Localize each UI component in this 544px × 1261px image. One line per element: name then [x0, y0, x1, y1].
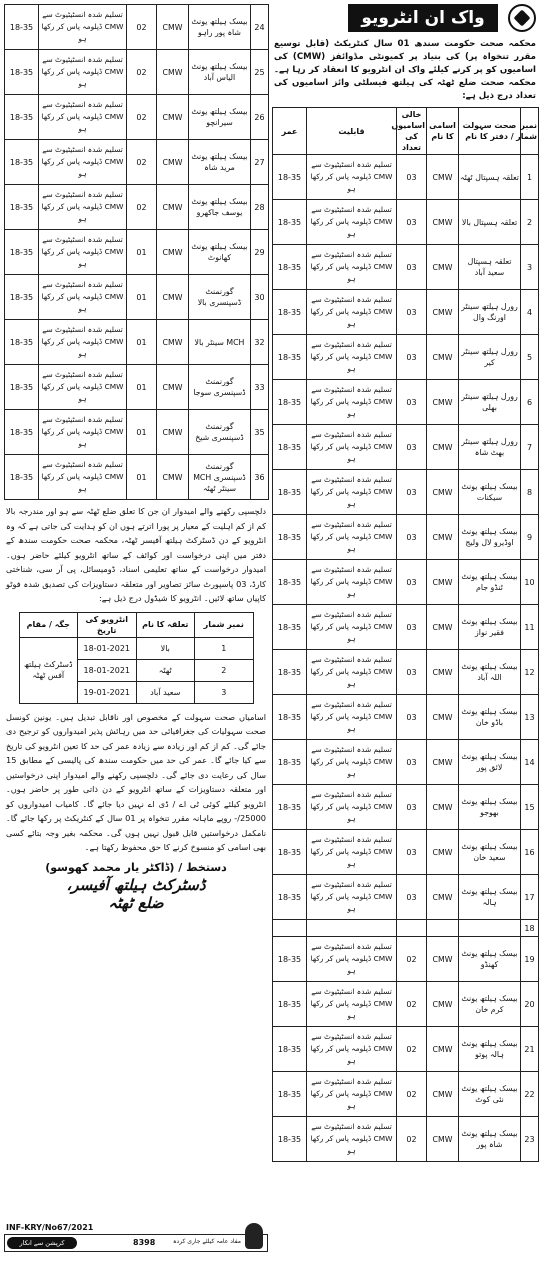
- facility-name: بیسک ہیلتھ یونٹ شاہ پور راہو: [189, 5, 251, 50]
- post-name: CMW: [157, 365, 189, 410]
- row-number: 10: [521, 560, 539, 605]
- post-name: CMW: [427, 1117, 459, 1162]
- row-number: 16: [521, 830, 539, 875]
- row-number: 35: [251, 410, 269, 455]
- age-limit: 18-35: [273, 605, 307, 650]
- age-limit: 18-35: [273, 830, 307, 875]
- vacancy-count: 03: [397, 425, 427, 470]
- post-name: CMW: [427, 515, 459, 560]
- facility-name: تعلقہ ہسپتال بالا: [459, 200, 521, 245]
- age-limit: 18-35: [5, 365, 39, 410]
- vacancy-count: 03: [397, 650, 427, 695]
- qualification: تسلیم شدہ انسٹیٹیوٹ سے CMW ڈپلومہ پاس کر رکھا ہو: [307, 470, 397, 515]
- facility-name: گورنمنٹ ڈسپنسری سوجا: [189, 365, 251, 410]
- age-limit: 18-35: [5, 230, 39, 275]
- qualification: تسلیم شدہ انسٹیٹیوٹ سے CMW ڈپلومہ پاس کر رکھا ہو: [307, 605, 397, 650]
- facility-name: بیسک ہیلتھ یونٹ کرم خان: [459, 982, 521, 1027]
- row-number: 6: [521, 380, 539, 425]
- table-row: [273, 335, 539, 380]
- schedule-taluka: بالا: [136, 637, 195, 659]
- vacancy-count: 02: [397, 937, 427, 982]
- post-name: [427, 920, 459, 937]
- age-limit: 18-35: [273, 875, 307, 920]
- age-limit: 18-35: [273, 937, 307, 982]
- table-row: [5, 365, 269, 410]
- row-number: 25: [251, 50, 269, 95]
- age-limit: 18-35: [5, 185, 39, 230]
- row-number: 3: [521, 245, 539, 290]
- table-row: [273, 560, 539, 605]
- facility-name: رورل ہیلتھ سینٹر بھلی: [459, 380, 521, 425]
- qualification: تسلیم شدہ انسٹیٹیوٹ سے CMW ڈپلومہ پاس کر رکھا ہو: [307, 830, 397, 875]
- vacancy-count: 03: [397, 740, 427, 785]
- age-limit: 18-35: [5, 50, 39, 95]
- post-name: CMW: [427, 425, 459, 470]
- schedule-number: 2: [195, 659, 254, 681]
- qualification: تسلیم شدہ انسٹیٹیوٹ سے CMW ڈپلومہ پاس کر رکھا ہو: [307, 982, 397, 1027]
- vacancy-count: 02: [127, 5, 157, 50]
- age-limit: 18-35: [273, 470, 307, 515]
- post-name: CMW: [157, 95, 189, 140]
- schedule-header: جگہ / مقام: [19, 612, 78, 637]
- signature-block: [4, 861, 268, 912]
- qualification: تسلیم شدہ انسٹیٹیوٹ سے CMW ڈپلومہ پاس کر رکھا ہو: [307, 695, 397, 740]
- age-limit: 18-35: [5, 455, 39, 500]
- schedule-taluka: ٹھٹہ: [136, 659, 195, 681]
- facility-name: بیسک ہیلتھ یونٹ کھنڈو: [459, 937, 521, 982]
- inf-number: INF-KRY/No67/2021: [6, 1223, 94, 1232]
- schedule-date: 18-01-2021: [78, 637, 137, 659]
- post-name: CMW: [427, 605, 459, 650]
- qualification: تسلیم شدہ انسٹیٹیوٹ سے CMW ڈپلومہ پاس کر رکھا ہو: [39, 455, 127, 500]
- row-number: 4: [521, 290, 539, 335]
- facility-name: بیسک ہیلتھ یونٹ بھوجو: [459, 785, 521, 830]
- age-limit: 18-35: [273, 1072, 307, 1117]
- qualification: تسلیم شدہ انسٹیٹیوٹ سے CMW ڈپلومہ پاس کر رکھا ہو: [39, 230, 127, 275]
- age-limit: 18-35: [5, 410, 39, 455]
- facility-name: بیسک ہیلتھ یونٹ لائق پور: [459, 740, 521, 785]
- schedule-taluka: سعید آباد: [136, 681, 195, 703]
- qualification: تسلیم شدہ انسٹیٹیوٹ سے CMW ڈپلومہ پاس کر رکھا ہو: [39, 275, 127, 320]
- table-row: [5, 5, 269, 50]
- qualification: تسلیم شدہ انسٹیٹیوٹ سے CMW ڈپلومہ پاس کر رکھا ہو: [39, 410, 127, 455]
- age-limit: 18-35: [273, 290, 307, 335]
- qualification: تسلیم شدہ انسٹیٹیوٹ سے CMW ڈپلومہ پاس کر رکھا ہو: [307, 740, 397, 785]
- post-name: CMW: [427, 155, 459, 200]
- qualification: تسلیم شدہ انسٹیٹیوٹ سے CMW ڈپلومہ پاس کر رکھا ہو: [307, 1072, 397, 1117]
- age-limit: 18-35: [5, 275, 39, 320]
- table-row: [273, 830, 539, 875]
- vacancy-count: 01: [127, 230, 157, 275]
- table-row: [273, 200, 539, 245]
- column-header: خالی اسامیوں کی تعداد: [397, 108, 427, 155]
- qualification: تسلیم شدہ انسٹیٹیوٹ سے CMW ڈپلومہ پاس کر رکھا ہو: [307, 560, 397, 605]
- qualification: تسلیم شدہ انسٹیٹیوٹ سے CMW ڈپلومہ پاس کر رکھا ہو: [307, 425, 397, 470]
- age-limit: 18-35: [273, 982, 307, 1027]
- table-row: [273, 245, 539, 290]
- post-name: CMW: [157, 320, 189, 365]
- post-name: CMW: [427, 695, 459, 740]
- footer-text: مفاد عامہ کیلئے جاری کردہ: [173, 1238, 241, 1245]
- qualification: تسلیم شدہ انسٹیٹیوٹ سے CMW ڈپلومہ پاس کر رکھا ہو: [39, 320, 127, 365]
- row-number: 11: [521, 605, 539, 650]
- post-name: CMW: [427, 650, 459, 695]
- row-number: 33: [251, 365, 269, 410]
- anti-corruption-badge: کرپشن سے انکار: [7, 1237, 77, 1249]
- signatory-district: ضلع ٹھٹہ: [108, 893, 164, 912]
- facility-name: تعلقہ ہسپتال سعید آباد: [459, 245, 521, 290]
- vacancy-count: 03: [397, 200, 427, 245]
- row-number: 27: [251, 140, 269, 185]
- vacancy-count: 03: [397, 470, 427, 515]
- table-row: [273, 380, 539, 425]
- age-limit: 18-35: [273, 560, 307, 605]
- facility-name: بیسک ہیلتھ یونٹ ہالہ پوتو: [459, 1027, 521, 1072]
- table-row: [273, 155, 539, 200]
- notes-section-2: [6, 710, 266, 855]
- facility-name: بیسک ہیلتھ یونٹ سیکنات: [459, 470, 521, 515]
- column-header: صحت سہولت / دفتر کا نام: [459, 108, 521, 155]
- facility-name: تعلقہ ہسپتال ٹھٹہ: [459, 155, 521, 200]
- intro-text: محکمہ صحت حکومت سندھ 01 سال کنٹریکٹ (قابل توسیع مقرر تنخواہ پر) کی بنیاد پر کمیونٹی مڈوائفز (CMW) کی اسامیوں کو پر کرنے کیلئے واک ان انٹرویو کا انعقاد کر رہا ہے۔ محکمہ صحت ضلع ٹھٹہ کی ہیلتھ فیسلٹی وائز اسامیوں کی تعداد درج ذیل ہے:: [274, 39, 536, 101]
- row-number: 17: [521, 875, 539, 920]
- age-limit: 18-35: [273, 785, 307, 830]
- qualification: تسلیم شدہ انسٹیٹیوٹ سے CMW ڈپلومہ پاس کر رکھا ہو: [39, 140, 127, 185]
- age-limit: 18-35: [273, 515, 307, 560]
- row-number: 14: [521, 740, 539, 785]
- post-name: CMW: [427, 785, 459, 830]
- vacancy-count: 03: [397, 515, 427, 560]
- post-name: CMW: [157, 140, 189, 185]
- post-name: CMW: [157, 275, 189, 320]
- column-header: قابلیت: [307, 108, 397, 155]
- column-header: اسامی کا نام: [427, 108, 459, 155]
- vacancy-count: 01: [127, 275, 157, 320]
- notes-paragraph-1: دلچسپی رکھنے والے امیدوار ان جن کا تعلق ضلع ٹھٹہ سے ہو اور مندرجہ بالا کم از کم اہلیت کے معیار پر پورا اترتے ہوں ان کو ہدایت کی جاتی ہے کہ وہ انٹرویو کے دن ڈسٹرکٹ ہیلتھ آفیسر ٹھٹہ، محکمہ صحت حکومت سندھ کے دفتر میں اپنی درخواست اور کوائف کے ساتھ انٹرویو کیلئے حاضر ہوں۔ امیدوار درخواست کے ساتھ تعلیمی اسناد، ڈومیسائل، پی آر سی، شناختی کارڈ، 03 پاسپورٹ سائز تصاویر اور متعلقہ دستاویزات کی تصدیق شدہ فوٹو کاپیاں ساتھ لائیں۔ انٹرویو کا شیڈول درج ذیل ہے:: [6, 506, 266, 603]
- vacancy-count: 01: [127, 410, 157, 455]
- vacancy-count: 03: [397, 245, 427, 290]
- posts-table-left: [4, 4, 269, 500]
- qualification: تسلیم شدہ انسٹیٹیوٹ سے CMW ڈپلومہ پاس کر رکھا ہو: [307, 1027, 397, 1072]
- facility-name: بیسک ہیلتھ یونٹ باڈو خان: [459, 695, 521, 740]
- column-header: عمر: [273, 108, 307, 155]
- interview-schedule-table: [19, 612, 254, 704]
- age-limit: 18-35: [273, 425, 307, 470]
- table-row: [273, 1117, 539, 1162]
- schedule-number: 3: [195, 681, 254, 703]
- vacancy-count: 01: [127, 320, 157, 365]
- row-number: 7: [521, 425, 539, 470]
- government-seal-icon: [508, 4, 536, 32]
- footer-strip: [4, 1234, 268, 1252]
- table-row: [273, 470, 539, 515]
- facility-name: بیسک ہیلتھ یونٹ ٹنڈو جام: [459, 560, 521, 605]
- table-row: [273, 1027, 539, 1072]
- vacancy-count: 02: [127, 140, 157, 185]
- post-name: CMW: [157, 410, 189, 455]
- table-row: [273, 650, 539, 695]
- table-row: [273, 605, 539, 650]
- row-number: 29: [251, 230, 269, 275]
- age-limit: 18-35: [273, 1027, 307, 1072]
- vacancy-count: 03: [397, 380, 427, 425]
- vacancy-count: 03: [397, 875, 427, 920]
- schedule-number: 1: [195, 637, 254, 659]
- table-row: [273, 1072, 539, 1117]
- facility-name: رورل ہیلتھ سینٹر کیر: [459, 335, 521, 380]
- age-limit: 18-35: [273, 155, 307, 200]
- facility-name: بیسک ہیلتھ یونٹ یوسف جاکھرو: [189, 185, 251, 230]
- post-name: CMW: [427, 830, 459, 875]
- row-number: 30: [251, 275, 269, 320]
- table-row: [5, 140, 269, 185]
- age-limit: 18-35: [273, 200, 307, 245]
- facility-name: بیسک ہیلتھ یونٹ فقیر نواز: [459, 605, 521, 650]
- qualification: تسلیم شدہ انسٹیٹیوٹ سے CMW ڈپلومہ پاس کر رکھا ہو: [307, 290, 397, 335]
- schedule-header: نمبر شمار: [195, 612, 254, 637]
- schedule-date: 18-01-2021: [78, 659, 137, 681]
- post-name: CMW: [427, 200, 459, 245]
- vacancy-count: 02: [127, 95, 157, 140]
- facility-name: بیسک ہیلتھ یونٹ سیرانچو: [189, 95, 251, 140]
- qualification: تسلیم شدہ انسٹیٹیوٹ سے CMW ڈپلومہ پاس کر رکھا ہو: [39, 50, 127, 95]
- vacancy-count: 02: [397, 982, 427, 1027]
- column-header: نمبر شمار: [521, 108, 539, 155]
- vacancy-count: 02: [127, 185, 157, 230]
- table-row: [273, 982, 539, 1027]
- post-name: CMW: [427, 740, 459, 785]
- vacancy-count: 03: [397, 155, 427, 200]
- posts-table-right: [272, 107, 539, 1162]
- row-number: 1: [521, 155, 539, 200]
- row-number: 18: [521, 920, 539, 937]
- helpline-number: 8398: [133, 1238, 156, 1247]
- qualification: تسلیم شدہ انسٹیٹیوٹ سے CMW ڈپلومہ پاس کر رکھا ہو: [307, 515, 397, 560]
- table-row: [273, 290, 539, 335]
- right-column: [272, 4, 538, 1254]
- qualification: تسلیم شدہ انسٹیٹیوٹ سے CMW ڈپلومہ پاس کر رکھا ہو: [307, 875, 397, 920]
- row-number: 2: [521, 200, 539, 245]
- table-row: [273, 425, 539, 470]
- vacancy-count: 03: [397, 695, 427, 740]
- age-limit: 18-35: [273, 695, 307, 740]
- qualification: تسلیم شدہ انسٹیٹیوٹ سے CMW ڈپلومہ پاس کر رکھا ہو: [39, 185, 127, 230]
- qualification: تسلیم شدہ انسٹیٹیوٹ سے CMW ڈپلومہ پاس کر رکھا ہو: [307, 245, 397, 290]
- age-limit: 18-35: [273, 650, 307, 695]
- table-row: [5, 410, 269, 455]
- facility-name: بیسک ہیلتھ یونٹ شاہ پور: [459, 1117, 521, 1162]
- row-number: 22: [521, 1072, 539, 1117]
- vacancy-count: [397, 920, 427, 937]
- facility-name: گورنمنٹ ڈسپنسری شیخ: [189, 410, 251, 455]
- row-number: 36: [251, 455, 269, 500]
- table-row: [5, 50, 269, 95]
- row-number: 9: [521, 515, 539, 560]
- schedule-date: 19-01-2021: [78, 681, 137, 703]
- post-name: CMW: [427, 1027, 459, 1072]
- post-name: CMW: [427, 937, 459, 982]
- age-limit: 18-35: [273, 245, 307, 290]
- age-limit: 18-35: [5, 5, 39, 50]
- row-number: 24: [251, 5, 269, 50]
- row-number: 19: [521, 937, 539, 982]
- vacancy-count: 03: [397, 605, 427, 650]
- age-limit: 18-35: [5, 320, 39, 365]
- row-number: 15: [521, 785, 539, 830]
- facility-name: رورل ہیلتھ سینٹر اورنگ وال: [459, 290, 521, 335]
- table-row: [5, 230, 269, 275]
- facility-name: رورل ہیلتھ سینٹر بھٹ شاہ: [459, 425, 521, 470]
- qualification: تسلیم شدہ انسٹیٹیوٹ سے CMW ڈپلومہ پاس کر رکھا ہو: [307, 335, 397, 380]
- schedule-header: انٹرویو کی تاریخ: [78, 612, 137, 637]
- vacancy-count: 02: [397, 1117, 427, 1162]
- table-row: [273, 740, 539, 785]
- table-row: [5, 95, 269, 140]
- table-row: [273, 937, 539, 982]
- facility-name: بیسک ہیلتھ یونٹ اوڈیرو لال ولیج: [459, 515, 521, 560]
- facility-name: گورنمنٹ ڈسپنسری MCH سینٹر ٹھٹہ: [189, 455, 251, 500]
- vacancy-count: 01: [127, 455, 157, 500]
- schedule-venue: ڈسٹرکٹ ہیلتھ آفس ٹھٹہ: [19, 637, 78, 703]
- vacancy-count: 03: [397, 290, 427, 335]
- ad-header: [272, 4, 538, 34]
- table-row: [273, 875, 539, 920]
- notes-section: [6, 504, 266, 606]
- facility-name: بیسک ہیلتھ یونٹ الیاس آباد: [189, 50, 251, 95]
- age-limit: [273, 920, 307, 937]
- qualification: تسلیم شدہ انسٹیٹیوٹ سے CMW ڈپلومہ پاس کر رکھا ہو: [307, 380, 397, 425]
- row-number: 20: [521, 982, 539, 1027]
- facility-name: بیسک ہیلتھ یونٹ مرید شاہ: [189, 140, 251, 185]
- schedule-header: تعلقہ کا نام: [136, 612, 195, 637]
- facility-name: بیسک ہیلتھ یونٹ کھانوٹ: [189, 230, 251, 275]
- age-limit: 18-35: [273, 740, 307, 785]
- row-number: 23: [521, 1117, 539, 1162]
- age-limit: 18-35: [273, 335, 307, 380]
- facility-name: بیسک ہیلتھ یونٹ نئی کوٹ: [459, 1072, 521, 1117]
- table-row: [5, 185, 269, 230]
- vacancy-count: 02: [397, 1072, 427, 1117]
- signatory-name: دستخط / (ڈاکٹر یار محمد کھوسو): [45, 860, 227, 874]
- vacancy-count: 03: [397, 785, 427, 830]
- post-name: CMW: [427, 1072, 459, 1117]
- post-name: CMW: [427, 290, 459, 335]
- post-name: CMW: [157, 185, 189, 230]
- vacancy-count: 02: [397, 1027, 427, 1072]
- row-number: 8: [521, 470, 539, 515]
- table-row: [5, 275, 269, 320]
- qualification: تسلیم شدہ انسٹیٹیوٹ سے CMW ڈپلومہ پاس کر رکھا ہو: [307, 785, 397, 830]
- qualification: تسلیم شدہ انسٹیٹیوٹ سے CMW ڈپلومہ پاس کر رکھا ہو: [39, 95, 127, 140]
- facility-name: [459, 920, 521, 937]
- qualification: تسلیم شدہ انسٹیٹیوٹ سے CMW ڈپلومہ پاس کر رکھا ہو: [39, 5, 127, 50]
- qualification: تسلیم شدہ انسٹیٹیوٹ سے CMW ڈپلومہ پاس کر رکھا ہو: [307, 1117, 397, 1162]
- qualification: تسلیم شدہ انسٹیٹیوٹ سے CMW ڈپلومہ پاس کر رکھا ہو: [307, 200, 397, 245]
- age-limit: 18-35: [273, 1117, 307, 1162]
- mascot-icon: [245, 1223, 263, 1249]
- row-number: 28: [251, 185, 269, 230]
- qualification: تسلیم شدہ انسٹیٹیوٹ سے CMW ڈپلومہ پاس کر رکھا ہو: [307, 937, 397, 982]
- signatory-designation: ڈسٹرکٹ ہیلتھ آفیسر،: [66, 875, 206, 894]
- vacancy-count: 02: [127, 50, 157, 95]
- table-row: [273, 785, 539, 830]
- row-number: 12: [521, 650, 539, 695]
- vacancy-count: 03: [397, 560, 427, 605]
- vacancy-count: 03: [397, 335, 427, 380]
- left-column: [4, 4, 268, 1254]
- post-name: CMW: [427, 875, 459, 920]
- row-number: 21: [521, 1027, 539, 1072]
- facility-name: گورنمنٹ ڈسپنسری بالا: [189, 275, 251, 320]
- post-name: CMW: [157, 5, 189, 50]
- notes-paragraph-2: اسامیاں صحت سہولت کے مخصوص اور ناقابل تبدیل ہیں۔ یونین کونسل صحت سہولیات کی جغرافیائی حد میں رہائش پذیر امیدواروں کو ترجیح دی جائے گی۔ کم از کم اور زیادہ سے زیادہ عمر کی حد کا تعین انٹرویو کی تاریخ سے کیا جائے گا۔ عمر کی حد میں حکومت سندھ کی پالیسی کے مطابق 15 سال کی رعایت دی جائے گی۔ دلچسپی رکھنے والے امیدوار اپنی درخواستیں اور متعلقہ دستاویزات کے ساتھ انٹرویو کے دن ذاتی طور پر حاضر ہوں۔ انٹرویو کیلئے کوئی ٹی اے / ڈی اے نہیں دیا جائے گا۔ کامیاب امیدواروں کو 25000/- روپے ماہانہ مقرر تنخواہ پر 01 سال کے کنٹریکٹ پر رکھا جائے گا۔ نامکمل درخواستیں قابل قبول نہیں ہوں گی۔ محکمہ بغیر وجہ بتائے کسی بھی اسامی کو منسوخ کرنے کا حق محفوظ رکھتا ہے۔: [6, 711, 266, 852]
- facility-name: بیسک ہیلتھ یونٹ اللہ آباد: [459, 650, 521, 695]
- qualification: تسلیم شدہ انسٹیٹیوٹ سے CMW ڈپلومہ پاس کر رکھا ہو: [307, 155, 397, 200]
- table-row: [5, 455, 269, 500]
- post-name: CMW: [157, 455, 189, 500]
- vacancy-count: 01: [127, 365, 157, 410]
- post-name: CMW: [427, 245, 459, 290]
- table-row: [5, 320, 269, 365]
- row-number: 32: [251, 320, 269, 365]
- table-row: [273, 695, 539, 740]
- qualification: [307, 920, 397, 937]
- ad-title: واک ان انٹرویو: [348, 4, 498, 32]
- age-limit: 18-35: [5, 95, 39, 140]
- age-limit: 18-35: [5, 140, 39, 185]
- qualification: تسلیم شدہ انسٹیٹیوٹ سے CMW ڈپلومہ پاس کر رکھا ہو: [39, 365, 127, 410]
- facility-name: بیسک ہیلتھ یونٹ ہالہ: [459, 875, 521, 920]
- facility-name: MCH سینٹر بالا: [189, 320, 251, 365]
- post-name: CMW: [427, 470, 459, 515]
- post-name: CMW: [427, 982, 459, 1027]
- facility-name: بیسک ہیلتھ یونٹ سعید خان: [459, 830, 521, 875]
- table-row: [273, 920, 539, 937]
- post-name: CMW: [427, 380, 459, 425]
- table-row: [273, 515, 539, 560]
- post-name: CMW: [157, 230, 189, 275]
- qualification: تسلیم شدہ انسٹیٹیوٹ سے CMW ڈپلومہ پاس کر رکھا ہو: [307, 650, 397, 695]
- row-number: 26: [251, 95, 269, 140]
- post-name: CMW: [427, 560, 459, 605]
- row-number: 13: [521, 695, 539, 740]
- post-name: CMW: [157, 50, 189, 95]
- row-number: 5: [521, 335, 539, 380]
- schedule-row: [19, 637, 253, 659]
- age-limit: 18-35: [273, 380, 307, 425]
- post-name: CMW: [427, 335, 459, 380]
- vacancy-count: 03: [397, 830, 427, 875]
